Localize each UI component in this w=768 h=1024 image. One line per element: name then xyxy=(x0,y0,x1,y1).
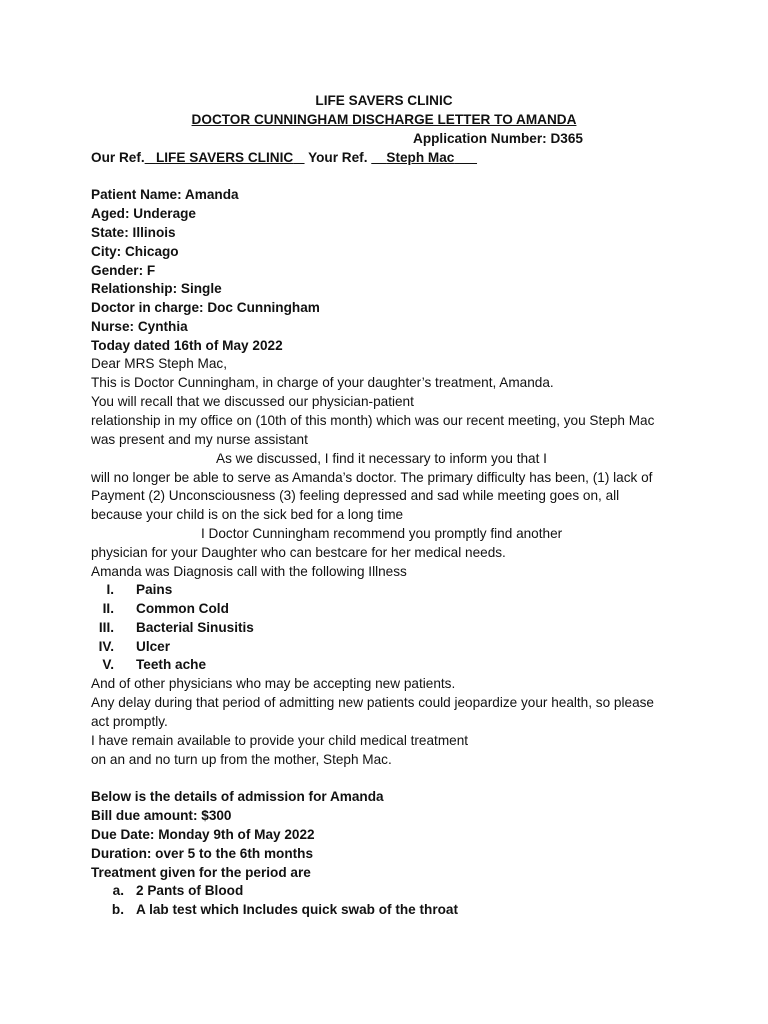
patient-city: City: Chicago xyxy=(91,244,179,259)
patient-name: Patient Name: Amanda xyxy=(91,187,239,202)
body-line: As we discussed, I find it necessary to inform you that I xyxy=(216,451,547,466)
body-line: because your child is on the sick bed for a long time xyxy=(91,507,404,522)
body-line: on an and no turn up from the mother, Steph Mac. xyxy=(91,752,392,767)
body-line: Payment (2) Unconsciousness (3) feeling depressed and sad while meeting goes on, all xyxy=(91,488,620,503)
body-line: will no longer be able to serve as Amanda’s doctor. The primary difficulty has been, (1) lack of xyxy=(91,470,653,485)
duration: Duration: over 5 to the 6th months xyxy=(91,846,314,861)
reference-line xyxy=(91,149,477,167)
letter-title: DOCTOR CUNNINGHAM DISCHARGE LETTER TO AMANDA xyxy=(191,112,577,127)
your-ref-label: Your Ref. xyxy=(308,150,368,165)
body-line: act promptly. xyxy=(91,714,168,729)
our-ref-value: LIFE SAVERS CLINIC xyxy=(155,150,294,165)
body-line: This is Doctor Cunningham, in charge of your daughter’s treatment, Amanda. xyxy=(91,375,554,390)
body-line: was present and my nurse assistant xyxy=(91,432,308,447)
our-ref-label: Our Ref. xyxy=(91,150,145,165)
patient-age: Aged: Underage xyxy=(91,206,196,221)
application-number: Application Number: D365 xyxy=(413,131,583,146)
document-page: LIFE SAVERS CLINIC DOCTOR CUNNINGHAM DISCHARGE LETTER TO AMANDA Application Number: D365 Our Ref. LIFE SAVERS CLINIC Your Ref. Steph Mac Patient Name: Amanda Aged: Underage State: Illinois City: Chicago Gender: F Relationship: Single Doctor in charge: Doc Cunningham Nurse: Cynthia Today dated 16th of May 2022 Dear MRS Steph Mac, This is Doctor Cunningham, in charge of your daughter’s treatment, Amanda. You will recall that we discussed our physician-patient relationship in my office on (10th of this month) which was our recent meeting, you Steph Mac was present and my nurse assistant As we discussed, I find it necessary to inform you that I will no longer be able to serve as Amanda’s doctor. The primary difficulty has been, (1) lack of Payment (2) Unconsciousness (3) feeling depressed and sad while meeting goes on, all because your child is on the sick bed for a long time I Doctor Cunningham recommend you promptly find another physician for your Daughter who can bestcare for her medical needs. Amanda was Diagnosis call with the following Illness I. Pains II. Common Cold III. Bacterial Sinusitis IV. Ulcer V. Teeth ache And of other physicians who may be accepting new patients. Any delay during that period of admitting new patients could jeopardize your health, so please act promptly. I have remain available to provide your child medical treatment on an and no turn up from the mother, Steph Mac. Below is the details of admission for Amanda Bill due amount: $300 Due Date: Monday 9th of May 2022 Duration: over 5 to the 6th months Treatment given for the period are a. 2 Pants of Blood b. A lab test which Includes quick swab of the throat xyxy=(0,0,768,1024)
admission-heading: Below is the details of admission for Amanda xyxy=(91,789,384,804)
patient-relationship: Relationship: Single xyxy=(91,281,222,296)
due-date: Due Date: Monday 9th of May 2022 xyxy=(91,827,315,842)
patient-state: State: Illinois xyxy=(91,225,176,240)
body-line: Amanda was Diagnosis call with the following Illness xyxy=(91,564,407,579)
body-line: relationship in my office on (10th of this month) which was our recent meeting, you Steph Mac xyxy=(91,413,655,428)
body-line: physician for your Daughter who can bestcare for her medical needs. xyxy=(91,545,506,560)
clinic-name: LIFE SAVERS CLINIC xyxy=(315,93,453,108)
greeting: Dear MRS Steph Mac, xyxy=(91,356,227,371)
body-line: And of other physicians who may be accepting new patients. xyxy=(91,676,456,691)
body-line: I Doctor Cunningham recommend you promptly find another xyxy=(201,526,563,541)
doctor-in-charge: Doctor in charge: Doc Cunningham xyxy=(91,300,320,315)
patient-gender: Gender: F xyxy=(91,263,156,278)
treatment-heading: Treatment given for the period are xyxy=(91,865,311,880)
bill-amount: Bill due amount: $300 xyxy=(91,808,232,823)
letter-date: Today dated 16th of May 2022 xyxy=(91,338,283,353)
body-line: You will recall that we discussed our physician-patient xyxy=(91,394,414,409)
your-ref-value: Steph Mac xyxy=(386,150,455,165)
body-line: Any delay during that period of admitting new patients could jeopardize your health, so please xyxy=(91,695,654,710)
nurse: Nurse: Cynthia xyxy=(91,319,188,334)
body-line: I have remain available to provide your child medical treatment xyxy=(91,733,469,748)
